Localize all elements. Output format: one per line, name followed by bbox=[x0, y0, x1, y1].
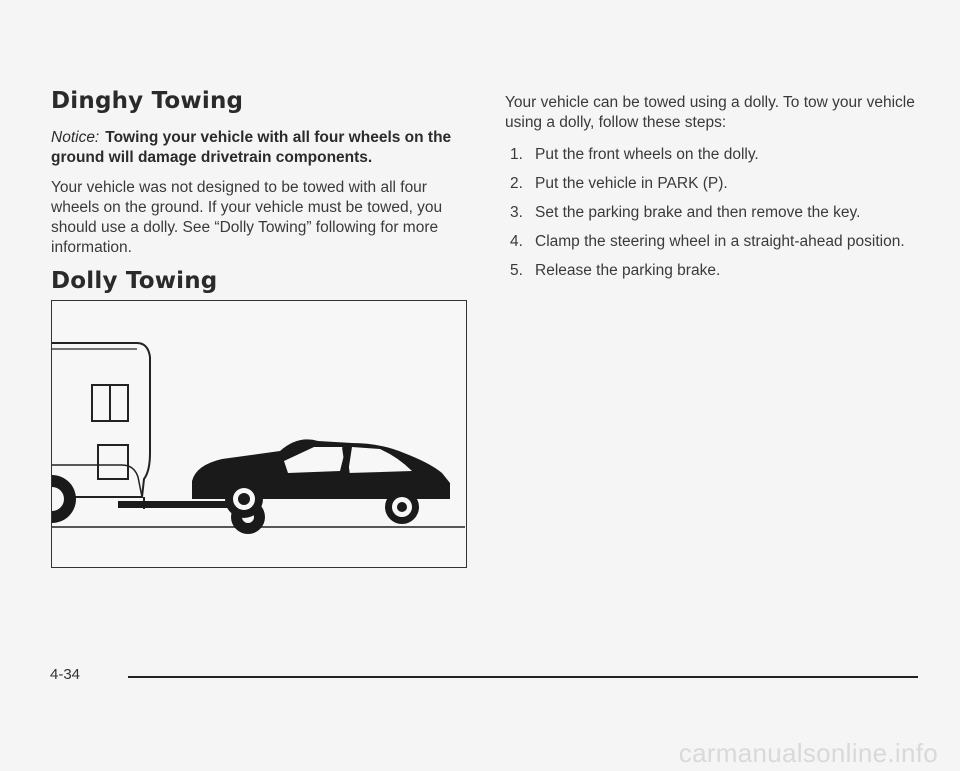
list-item bbox=[505, 232, 925, 252]
notice-label: Notice: bbox=[51, 129, 100, 146]
step-number: 1. bbox=[510, 146, 523, 163]
step-number: 2. bbox=[510, 175, 523, 192]
list-item bbox=[505, 174, 925, 194]
list-item bbox=[505, 261, 925, 281]
notice-text: Towing your vehicle with all four wheels on the ground will damage drivetrain components. bbox=[51, 129, 452, 166]
step-text: Set the parking brake and then remove the key. bbox=[535, 204, 861, 221]
notice-paragraph bbox=[51, 128, 476, 168]
footer-divider bbox=[128, 676, 918, 678]
list-item bbox=[505, 203, 925, 223]
dolly-intro-text: Your vehicle can be towed using a dolly. To tow your vehicle using a dolly, follow these steps: bbox=[505, 94, 915, 131]
dolly-towing-illustration bbox=[51, 300, 467, 568]
dinghy-body-text: Your vehicle was not designed to be towed with all four wheels on the ground. If your vehicle must be towed, you should use a dolly. See “Dolly Towing” following for more information. bbox=[51, 179, 443, 256]
dolly-towing-heading: Dolly Towing bbox=[51, 268, 218, 294]
step-text: Release the parking brake. bbox=[535, 262, 721, 279]
dolly-steps-list bbox=[505, 145, 925, 281]
step-number: 3. bbox=[510, 204, 523, 221]
step-text: Put the front wheels on the dolly. bbox=[535, 146, 759, 163]
step-number: 5. bbox=[510, 262, 523, 279]
page-number: 4-34 bbox=[50, 666, 81, 683]
step-number: 4. bbox=[510, 233, 523, 250]
tow-bar bbox=[118, 501, 236, 508]
list-item bbox=[505, 145, 925, 165]
watermark: carmanualsonline.info bbox=[678, 738, 938, 768]
dinghy-towing-heading: Dinghy Towing bbox=[51, 88, 244, 114]
tow-illustration-svg bbox=[52, 301, 465, 566]
right-column bbox=[505, 93, 925, 290]
left-column bbox=[51, 88, 476, 294]
step-text: Put the vehicle in PARK (P). bbox=[535, 175, 728, 192]
step-text: Clamp the steering wheel in a straight-ahead position. bbox=[535, 233, 905, 250]
